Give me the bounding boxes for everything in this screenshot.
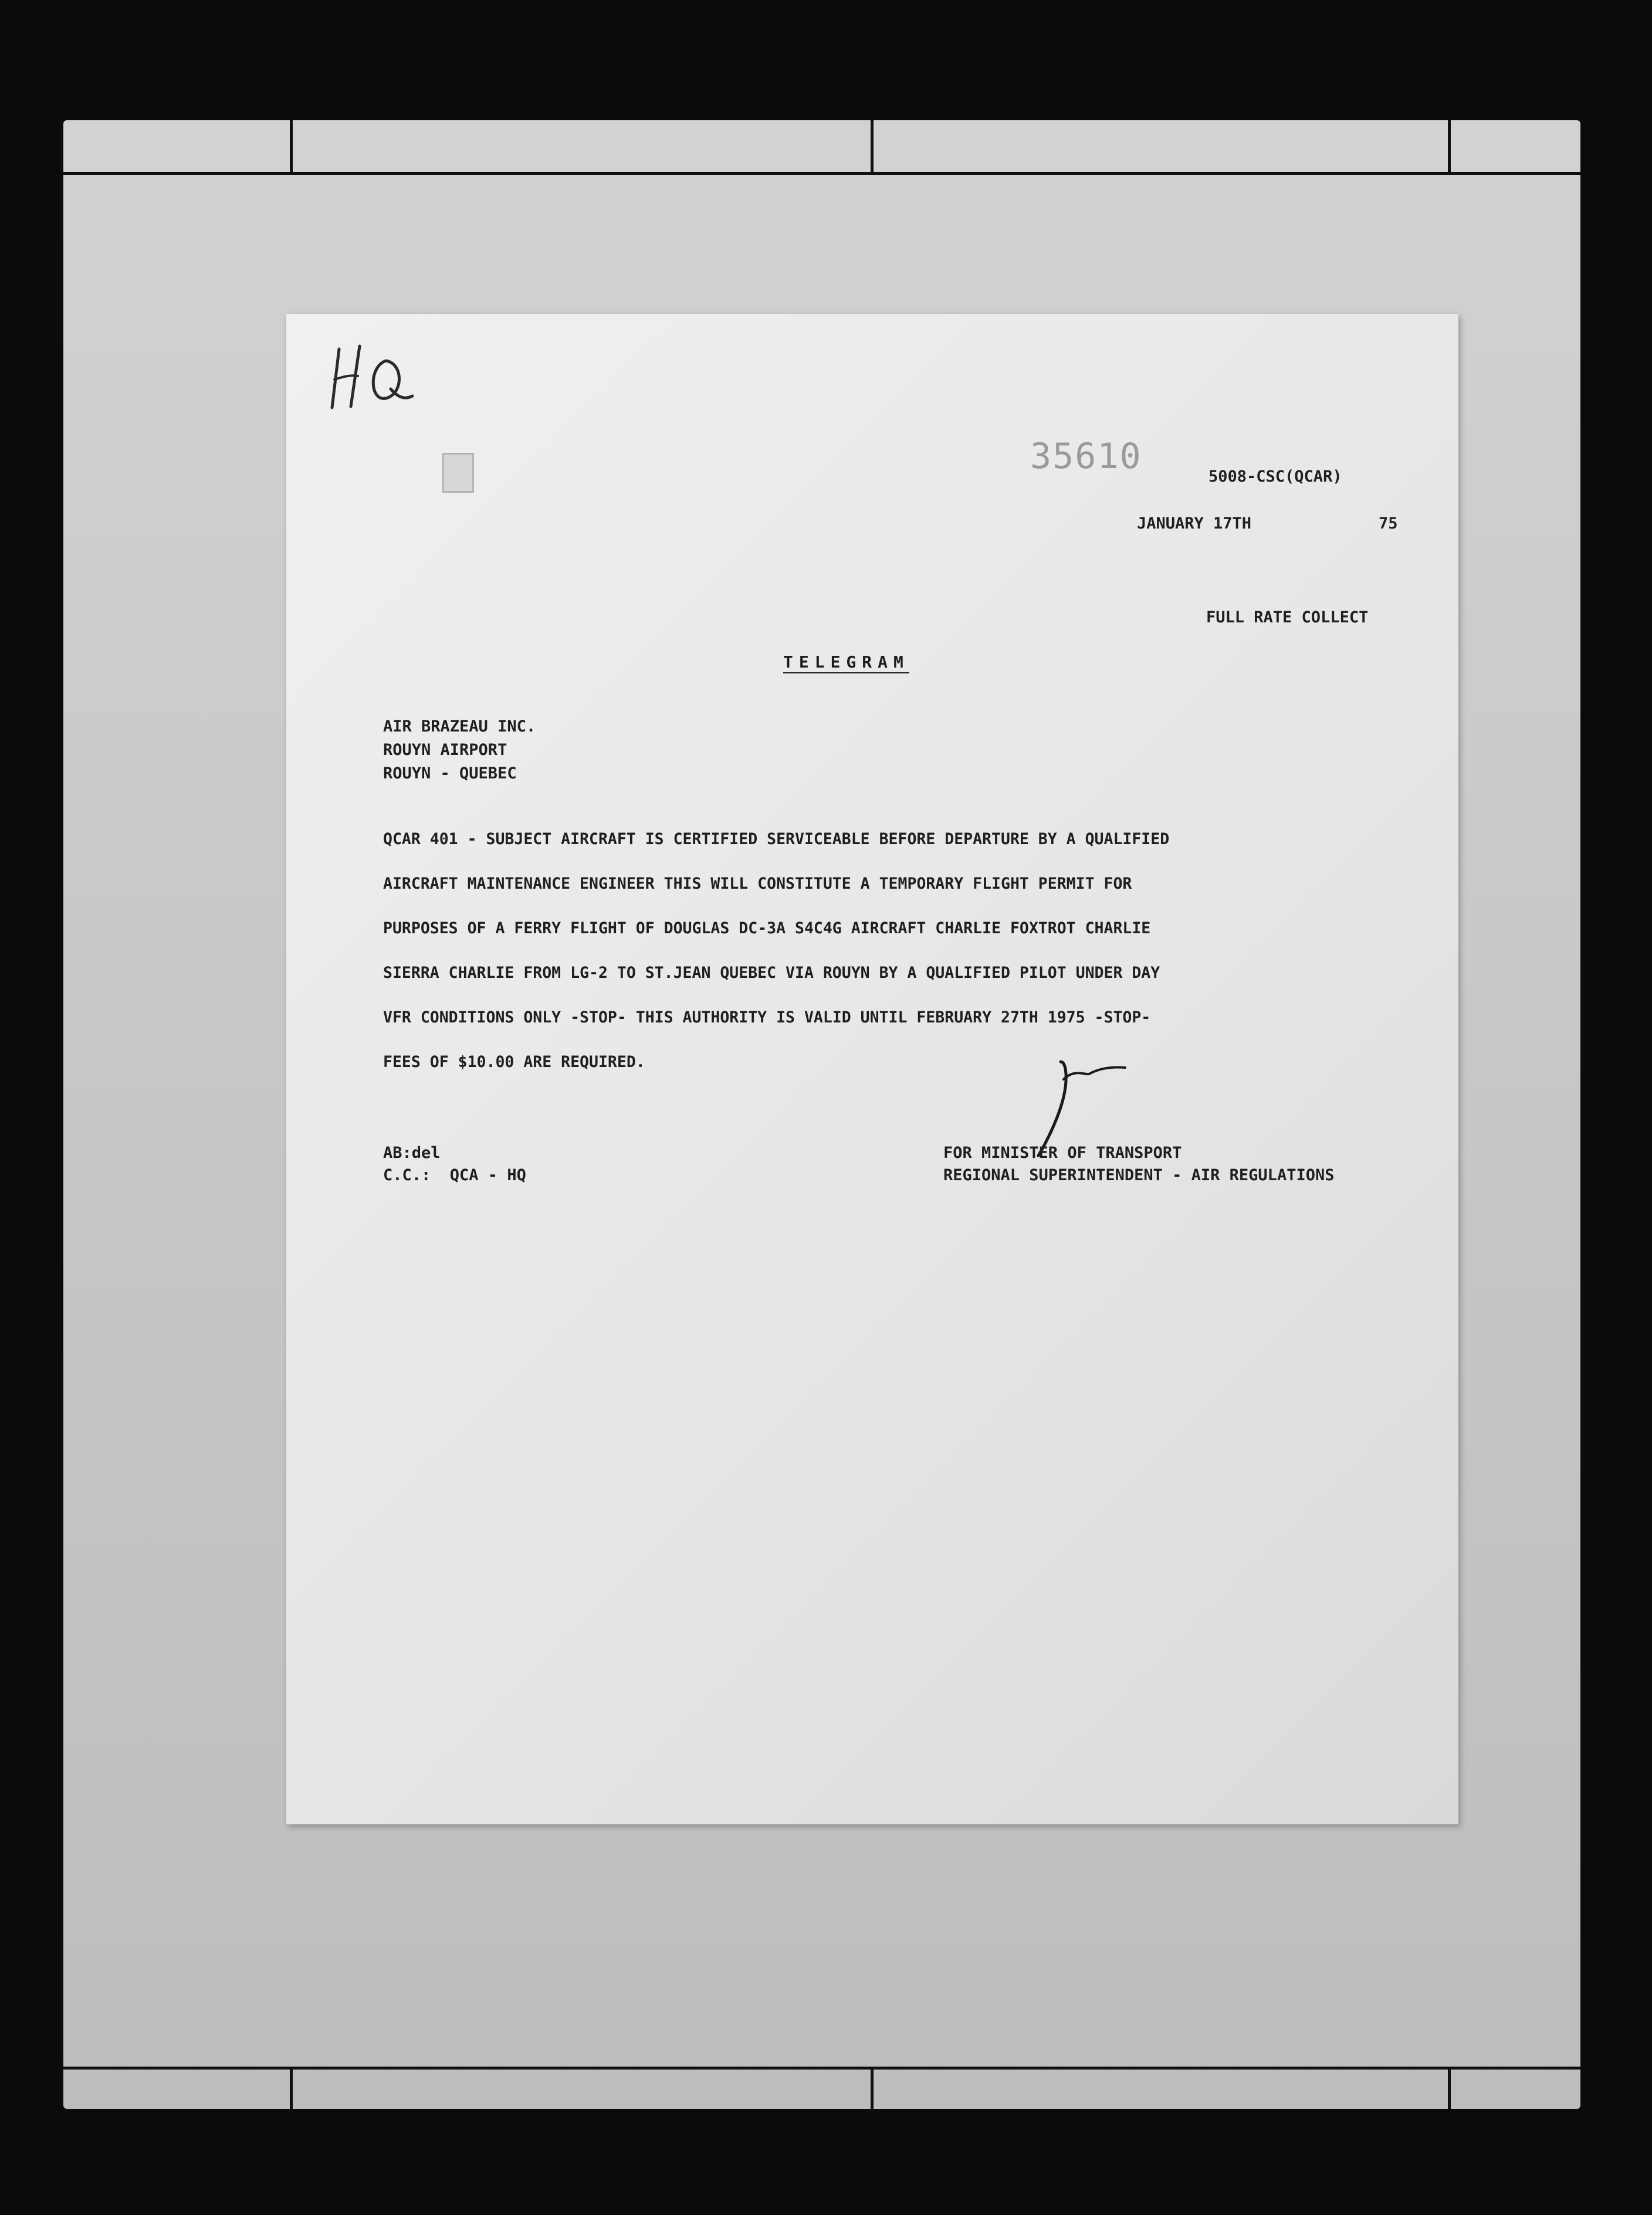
stamp-mark [442, 453, 474, 493]
body-line: FEES OF $10.00 ARE REQUIRED. [383, 1053, 645, 1071]
signature-line: REGIONAL SUPERINTENDENT - AIR REGULATIONS [943, 1166, 1335, 1184]
addressee-line: ROUYN AIRPORT [383, 741, 507, 759]
signature-line: FOR MINISTER OF TRANSPORT [943, 1144, 1182, 1162]
body-line: SIERRA CHARLIE FROM LG-2 TO ST.JEAN QUEBEC VIA ROUYN BY A QUALIFIED PILOT UNDER DAY [383, 964, 1160, 982]
body-line: VFR CONDITIONS ONLY -STOP- THIS AUTHORITY IS VALID UNTIL FEBRUARY 27TH 1975 -STOP- [383, 1008, 1151, 1027]
page-title: TELEGRAM [783, 652, 909, 672]
addressee-line: ROUYN - QUEBEC [383, 764, 517, 783]
frame-divider [871, 120, 874, 174]
year: 75 [1379, 514, 1398, 533]
file-reference: 5008-CSC(QCAR) [1208, 468, 1342, 486]
frame-divider [871, 2067, 874, 2109]
addressee-line: AIR BRAZEAU INC. [383, 717, 536, 736]
body-line: AIRCRAFT MAINTENANCE ENGINEER THIS WILL CONSTITUTE A TEMPORARY FLIGHT PERMIT FOR [383, 875, 1132, 893]
frame-divider [290, 2067, 293, 2109]
frame-divider [1448, 2067, 1451, 2109]
carbon-copy: C.C.: QCA - HQ [383, 1166, 526, 1184]
document-number: 35610 [1030, 436, 1142, 477]
handwritten-hq-mark [321, 337, 421, 425]
typist-initials: AB:del [383, 1144, 441, 1162]
body-line: PURPOSES OF A FERRY FLIGHT OF DOUGLAS DC-3A S4C4G AIRCRAFT CHARLIE FOXTROT CHARLIE [383, 919, 1151, 937]
frame-divider [290, 120, 293, 174]
telegram-sheet [286, 314, 1458, 1824]
rate-note: FULL RATE COLLECT [1206, 608, 1369, 626]
body-line: QCAR 401 - SUBJECT AIRCRAFT IS CERTIFIED SERVICEABLE BEFORE DEPARTURE BY A QUALIFIED [383, 830, 1170, 848]
frame-divider [1448, 120, 1451, 174]
date: JANUARY 17TH [1137, 514, 1252, 533]
